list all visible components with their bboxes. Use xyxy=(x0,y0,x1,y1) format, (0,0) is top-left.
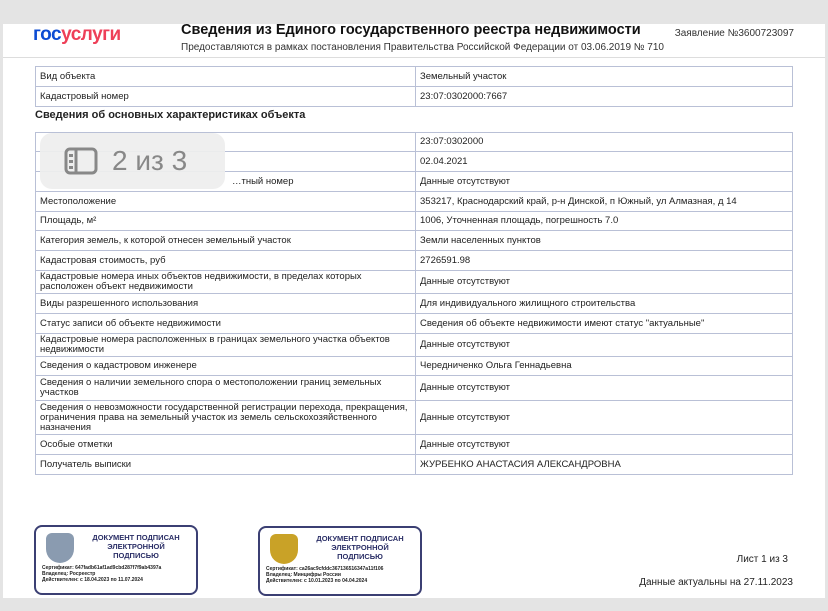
table-row xyxy=(36,455,793,475)
label-cell: Сведения о невозможности государственной регистрации перехода, прекращения, ограничения права на земельный участок из земель сельскохозяйственного назначения xyxy=(36,401,416,435)
value-cell: 23:07:0302000 xyxy=(416,133,793,152)
value-cell: Данные отсутствуют xyxy=(416,376,793,401)
application-number: Заявление №3600723097 xyxy=(674,28,794,39)
label-cell: Категория земель, к которой отнесен земельный участок xyxy=(36,231,416,251)
value-cell: 1006, Уточненная площадь, погрешность 7.0 xyxy=(416,212,793,231)
gallery-counter-badge xyxy=(40,133,225,189)
header-divider xyxy=(3,57,825,58)
label-cell: Кадастровая стоимость, руб xyxy=(36,251,416,271)
value-cell: Данные отсутствуют xyxy=(416,271,793,294)
label-cell: Кадастровые номера расположенных в границах земельного участка объектов недвижимости xyxy=(36,334,416,357)
sheet-number: Лист 1 из 3 xyxy=(736,554,788,565)
value-cell: Земельный участок xyxy=(416,67,793,87)
table-row xyxy=(36,294,793,314)
gallery-counter-text: 2 из 3 xyxy=(112,145,188,176)
label-cell: Сведения о наличии земельного спора о местоположении границ земельных участков xyxy=(36,376,416,401)
table-row xyxy=(36,271,793,294)
value-cell: Сведения об объекте недвижимости имеют статус "актуальные" xyxy=(416,314,793,334)
label-cell: Сведения о кадастровом инженере xyxy=(36,357,416,376)
emblem-icon xyxy=(46,533,74,563)
gosuslugi-logo: госуслуги xyxy=(33,24,121,45)
value-cell: Для индивидуального жилищного строительства xyxy=(416,294,793,314)
value-cell: Данные отсутствуют xyxy=(416,172,793,192)
label-cell: Особые отметки xyxy=(36,435,416,455)
label-cell: Получатель выписки xyxy=(36,455,416,475)
value-cell: 353217, Краснодарский край, р-н Динской, п Южный, ул Алмазная, д 14 xyxy=(416,192,793,212)
label-cell: Вид объекта xyxy=(36,67,416,87)
label-cell: Виды разрешенного использования xyxy=(36,294,416,314)
label-cell: Кадастровый номер xyxy=(36,87,416,107)
value-cell: Данные отсутствуют xyxy=(416,334,793,357)
value-cell: Данные отсутствуют xyxy=(416,435,793,455)
label-cell: …тный номер xyxy=(36,172,416,192)
table-row xyxy=(36,87,793,107)
value-cell: 2726591.98 xyxy=(416,251,793,271)
value-cell: Данные отсутствуют xyxy=(416,401,793,435)
emblem-icon xyxy=(270,534,298,564)
data-actual-date: Данные актуальны на 27.11.2023 xyxy=(639,577,793,588)
table-row xyxy=(36,251,793,271)
table-row xyxy=(36,357,793,376)
label-cell: Кадастровые номера иных объектов недвижимости, в пределах которых расположен объект недвижимости xyxy=(36,271,416,294)
signature-stamp-rosreestr: ДОКУМЕНТ ПОДПИСАН ЭЛЕКТРОННОЙ ПОДПИСЬЮ Сертификат: 647fadb61af1ad9cbd287f7f9ab4397a Владелец: Росреестр Действителен: с 18.04.2023 по 11.07.2024 xyxy=(34,525,198,595)
signature-stamp-mincifry: ДОКУМЕНТ ПОДПИСАН ЭЛЕКТРОННОЙ ПОДПИСЬЮ Сертификат: ca26ac9cfddc367136516347a11f106 Владелец: Минцифры России Действителен: с 10.01.2023 по 04.04.2024 xyxy=(258,526,422,596)
table-row xyxy=(36,67,793,87)
value-cell: Чередниченко Ольга Геннадьевна xyxy=(416,357,793,376)
section-title: Сведения об основных характеристиках объекта xyxy=(35,109,306,121)
document-subtitle: Предоставляются в рамках постановления Правительства Российской Федерации от 03.06.2019 № 710 xyxy=(181,42,664,53)
label-cell: Площадь, м² xyxy=(36,212,416,231)
value-cell: Земли населенных пунктов xyxy=(416,231,793,251)
table-row xyxy=(36,401,793,435)
document-title: Сведения из Единого государственного реестра недвижимости xyxy=(181,22,641,38)
gallery-icon xyxy=(64,147,98,175)
value-cell: ЖУРБЕНКО АНАСТАСИЯ АЛЕКСАНДРОВНА xyxy=(416,455,793,475)
table-row xyxy=(36,435,793,455)
table-row xyxy=(36,231,793,251)
label-cell: Статус записи об объекте недвижимости xyxy=(36,314,416,334)
table-row xyxy=(36,376,793,401)
table-row xyxy=(36,334,793,357)
table-row xyxy=(36,192,793,212)
table-row xyxy=(36,212,793,231)
object-table xyxy=(35,66,793,107)
table-row xyxy=(36,314,793,334)
label-cell: Местоположение xyxy=(36,192,416,212)
value-cell: 23:07:0302000:7667 xyxy=(416,87,793,107)
value-cell: 02.04.2021 xyxy=(416,152,793,172)
